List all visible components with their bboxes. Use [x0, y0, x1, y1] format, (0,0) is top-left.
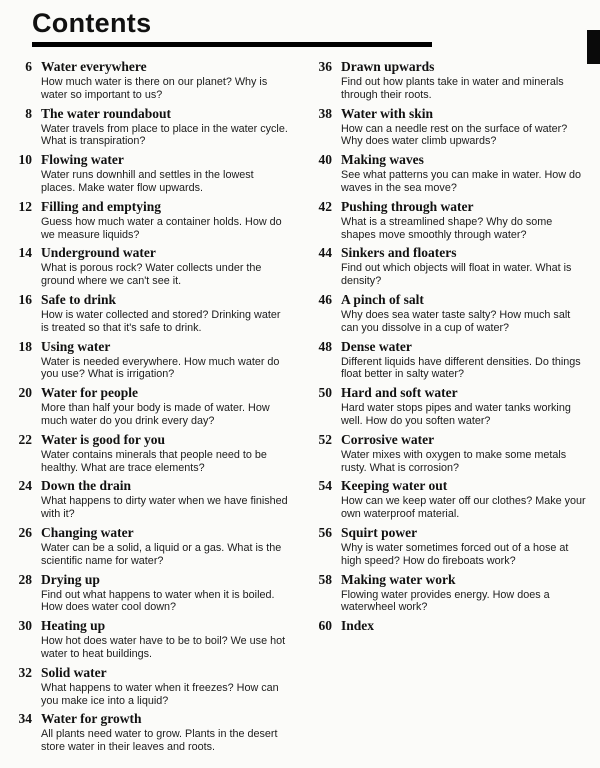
toc-entry	[6, 478, 290, 521]
toc-entry-title: Changing water	[41, 524, 134, 540]
toc-entry-title: Making waves	[341, 152, 424, 168]
toc-entry-description: How can we keep water off our clothes? Make your own waterproof material.	[341, 495, 586, 521]
toc-entry-body	[341, 525, 590, 568]
toc-page-number: 30	[18, 618, 32, 634]
toc-entry	[306, 525, 590, 568]
toc-entry	[306, 292, 590, 335]
toc-entry-body	[41, 152, 290, 195]
toc-entry-title: Pushing through water	[341, 198, 474, 214]
toc-entry-title: Water with skin	[341, 105, 434, 121]
toc-entry-description: Water travels from place to place in the water cycle. What is transpiration?	[41, 122, 288, 148]
toc-entry-title: Heating up	[41, 618, 106, 634]
toc-page-number: 12	[18, 198, 32, 214]
toc-entry-description: Water is needed everywhere. How much water do you use? What is irrigation?	[41, 355, 280, 381]
toc-page-number: 8	[25, 105, 32, 121]
toc-entry-description: How can a needle rest on the surface of water? Why does water climb upwards?	[341, 122, 568, 148]
toc-entry-title: A pinch of salt	[341, 291, 424, 307]
toc-entry-description: Find out how plants take in water and minerals through their roots.	[341, 76, 564, 101]
toc-entry-description: Why is water sometimes forced out of a hose at high speed? How do fireboats work?	[341, 541, 569, 567]
toc-entry-title: Solid water	[41, 664, 107, 680]
toc-entry	[306, 152, 590, 195]
toc-entry	[6, 339, 290, 382]
toc-entry-description: See what patterns you can make in water. How do waves in the sea move?	[341, 169, 582, 194]
toc-page-number: 36	[318, 59, 332, 74]
toc-page-number: 24	[18, 478, 32, 494]
toc-entry-body	[341, 292, 590, 335]
toc-page-number: 54	[318, 478, 332, 494]
toc-page-number: 38	[318, 105, 332, 121]
toc-entry-body	[341, 339, 590, 382]
toc-page-number: 18	[18, 338, 32, 354]
toc-entry-title: Drawn upwards	[341, 59, 435, 74]
toc-entry-description: What happens to dirty water when we have finished with it?	[41, 495, 288, 521]
toc-entry-body	[341, 478, 590, 521]
toc-entry-title: Using water	[41, 338, 111, 354]
toc-page-number: 28	[18, 571, 32, 587]
toc-entry-body	[341, 152, 590, 195]
toc-entry	[306, 432, 590, 475]
toc-entry-title: Flowing water	[41, 152, 124, 168]
toc-entry	[306, 618, 590, 635]
toc-entry-description: Water contains minerals that people need to be healthy. What are trace elements?	[41, 448, 267, 474]
toc-entry-title: Hard and soft water	[341, 385, 458, 401]
page-header	[0, 0, 600, 47]
toc-entry	[306, 59, 590, 102]
toc-columns	[0, 47, 600, 758]
toc-entry-title: Water for growth	[41, 711, 142, 727]
toc-entry	[6, 199, 290, 242]
toc-entry-body	[341, 245, 590, 288]
toc-entry-description: Water mixes with oxygen to make some metals rusty. What is corrosion?	[341, 448, 567, 474]
toc-entry	[306, 245, 590, 288]
toc-entry-title: Sinkers and floaters	[341, 245, 457, 261]
toc-entry-body	[41, 618, 290, 661]
toc-page-number: 48	[318, 338, 332, 354]
toc-entry-description: Flowing water provides energy. How does a waterwheel work?	[341, 588, 550, 614]
toc-entry-title: Water for people	[41, 385, 138, 401]
toc-entry-body	[41, 525, 290, 568]
toc-entry-title: Dense water	[341, 338, 412, 354]
toc-entry	[6, 385, 290, 428]
toc-entry-title: Filling and emptying	[41, 198, 162, 214]
toc-page-number: 6	[25, 59, 32, 74]
toc-entry-description: Why does sea water taste salty? How much salt can you dissolve in a cup of water?	[341, 308, 571, 334]
toc-entry-body	[341, 106, 590, 149]
toc-entry	[6, 432, 290, 475]
toc-entry	[306, 339, 590, 382]
toc-entry	[6, 618, 290, 661]
toc-entry-description: Find out what happens to water when it is boiled. How does water cool down?	[41, 588, 275, 614]
toc-entry-title: Water everywhere	[41, 59, 147, 74]
toc-entry	[306, 478, 590, 521]
toc-entry	[306, 106, 590, 149]
toc-entry	[6, 106, 290, 149]
toc-entry-title: Drying up	[41, 571, 100, 587]
toc-entry-description: Water can be a solid, a liquid or a gas. What is the scientific name for water?	[41, 541, 282, 567]
toc-page-number: 10	[18, 152, 32, 168]
toc-column-left	[6, 59, 290, 758]
toc-entry-description: How is water collected and stored? Drinking water is treated so that it's safe to drink.	[41, 308, 281, 334]
toc-column-right	[306, 59, 590, 758]
toc-entry-title: Index	[341, 618, 375, 634]
toc-entry	[306, 385, 590, 428]
toc-entry-body	[41, 292, 290, 335]
toc-page-number: 52	[318, 431, 332, 447]
toc-page-number: 26	[18, 524, 32, 540]
page-title: Contents	[32, 8, 152, 38]
toc-entry-title: Water is good for you	[41, 431, 166, 447]
toc-entry-description: All plants need water to grow. Plants in the desert store water in their leaves and roots.	[41, 728, 278, 754]
toc-entry-body	[341, 618, 590, 635]
toc-entry-title: Corrosive water	[341, 431, 435, 447]
toc-page-number: 60	[318, 618, 332, 634]
toc-entry-body	[41, 665, 290, 708]
toc-entry-body	[341, 432, 590, 475]
toc-entry-description: Hard water stops pipes and water tanks working well. How do you soften water?	[341, 402, 571, 427]
toc-entry-title: Down the drain	[41, 478, 132, 494]
toc-page-number: 14	[18, 245, 32, 261]
toc-entry-description: Water runs downhill and settles in the lowest places. Make water flow upwards.	[41, 169, 254, 194]
toc-entry	[6, 572, 290, 615]
toc-entry-description: Different liquids have different densities. Do things float better in salty water?	[341, 355, 581, 381]
toc-entry-body	[41, 59, 290, 102]
toc-entry	[306, 572, 590, 615]
toc-entry-body	[341, 199, 590, 242]
toc-entry-title: Keeping water out	[341, 478, 448, 494]
toc-entry-title: Underground water	[41, 245, 156, 261]
toc-entry-description: Guess how much water a container holds. How do we measure liquids?	[41, 215, 282, 241]
toc-entry	[6, 59, 290, 102]
toc-entry-description: What is a streamlined shape? Why do some shapes move smoothly through water?	[341, 215, 553, 241]
toc-page-number: 58	[318, 571, 332, 587]
toc-entry-description: More than half your body is made of water. How much water do you drink every day?	[41, 402, 270, 427]
toc-entry	[6, 152, 290, 195]
toc-entry-description: Find out which objects will float in water. What is density?	[341, 262, 572, 288]
toc-page-number: 40	[318, 152, 332, 168]
toc-page-number: 46	[318, 291, 332, 307]
toc-entry-body	[41, 245, 290, 288]
toc-page-number: 56	[318, 524, 332, 540]
toc-entry	[6, 711, 290, 754]
toc-entry	[6, 245, 290, 288]
toc-entry-body	[41, 432, 290, 475]
toc-entry-body	[41, 339, 290, 382]
page-edge-mark	[587, 30, 600, 64]
toc-entry	[6, 292, 290, 335]
toc-entry	[306, 199, 590, 242]
toc-entry-description: What happens to water when it freezes? How can you make ice into a liquid?	[41, 681, 279, 707]
toc-entry-body	[341, 572, 590, 615]
toc-page-number: 34	[18, 711, 32, 727]
toc-entry-description: How hot does water have to be to boil? We use hot water to heat buildings.	[41, 635, 286, 660]
toc-entry-body	[341, 59, 590, 102]
toc-page-number: 50	[318, 385, 332, 401]
toc-page-number: 16	[18, 291, 32, 307]
toc-page-number: 44	[318, 245, 332, 261]
toc-entry-body	[41, 478, 290, 521]
toc-entry-body	[41, 572, 290, 615]
toc-entry-description: How much water is there on our planet? Why is water so important to us?	[41, 76, 268, 101]
toc-entry-body	[41, 385, 290, 428]
toc-entry-body	[341, 385, 590, 428]
toc-entry-title: Squirt power	[341, 524, 418, 540]
toc-entry-title: Making water work	[341, 571, 456, 587]
toc-entry-body	[41, 199, 290, 242]
toc-entry-title: Safe to drink	[41, 291, 117, 307]
toc-page-number: 32	[18, 664, 32, 680]
toc-entry	[6, 525, 290, 568]
toc-page-number: 20	[18, 385, 32, 401]
toc-entry-body	[41, 711, 290, 754]
toc-page-number: 22	[18, 431, 32, 447]
toc-page-number: 42	[318, 198, 332, 214]
toc-entry-title: The water roundabout	[41, 105, 172, 121]
toc-entry-description: What is porous rock? Water collects under the ground where we can't see it.	[41, 262, 262, 288]
toc-entry	[6, 665, 290, 708]
toc-entry-body	[41, 106, 290, 149]
